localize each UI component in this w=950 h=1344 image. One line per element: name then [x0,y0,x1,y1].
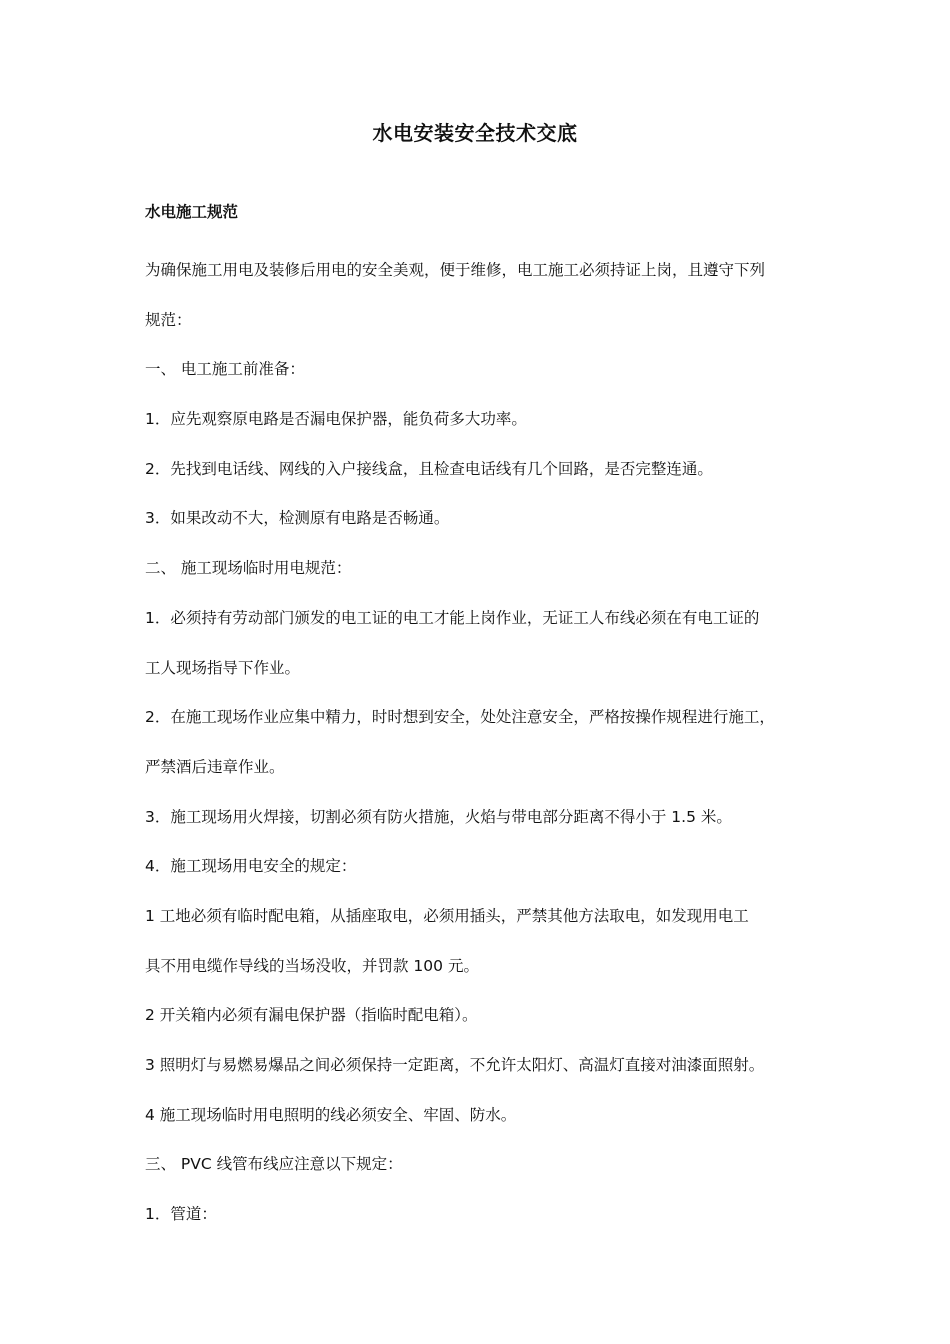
paragraph-line: 规范： [145,310,192,329]
section-heading-two: 二、 施工现场临时用电规范： [145,559,352,578]
document-title: 水电安装安全技术交底 [372,121,578,145]
list-item: 4．施工现场用电安全的规定： [145,857,357,876]
list-item: 2．在施工现场作业应集中精力，时时想到安全，处处注意安全，严格按操作规程进行施工， [145,708,775,727]
list-item: 1．应先观察原电路是否漏电保护器，能负荷多大功率。 [145,410,527,429]
list-item: 2．先找到电话线、网线的入户接线盒，且检查电话线有几个回路，是否完整连通。 [145,459,713,478]
sub-list-item-continuation: 具不用电缆作导线的当场没收，并罚款 100 元。 [145,956,479,975]
sub-list-item: 1 工地必须有临时配电箱，从插座取电，必须用插头，严禁其他方法取电，如发现用电工 [145,906,749,925]
list-item: 3．施工现场用火焊接，切割必须有防火措施，火焰与带电部分距离不得小于 1.5 米。 [145,807,732,826]
list-item: 1．管道： [145,1205,217,1224]
sub-list-item: 4 施工现场临时用电照明的线必须安全、牢固、防水。 [145,1105,517,1124]
sub-list-item: 2 开关箱内必须有漏电保护器（指临时配电箱）。 [145,1006,478,1025]
list-item-continuation: 严禁酒后违章作业。 [145,757,285,776]
sub-list-item: 3 照明灯与易燃易爆品之间必须保持一定距离，不允许太阳灯、高温灯直接对油漆面照射。 [145,1056,765,1074]
list-item: 3．如果改动不大，检测原有电路是否畅通。 [145,509,450,528]
document-body [145,246,825,1240]
section-heading: 水电施工规范 [145,203,239,221]
section-heading-one: 一、 电工施工前准备： [145,360,305,379]
list-item-continuation: 工人现场指导下作业。 [145,658,301,677]
list-item: 1．必须持有劳动部门颁发的电工证的电工才能上岗作业，无证工人布线必须在有电工证的 [145,608,760,627]
paragraph-line: 为确保施工用电及装修后用电的安全美观，便于维修，电工施工必须持证上岗，且遵守下列 [145,261,766,279]
section-heading-three: 三、 PVC 线管布线应注意以下规定： [145,1155,403,1174]
